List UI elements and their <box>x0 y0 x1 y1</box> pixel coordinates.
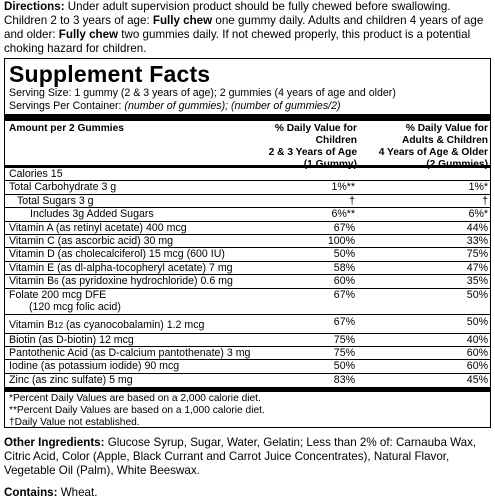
table-row: Vitamin C (as ascorbic acid) 30 mg 100% 33% <box>5 235 490 248</box>
contains-label: Contains: <box>4 486 58 499</box>
table-row: Vitamin B6 (as pyridoxine hydrochloride) 0.6 mg 60% 35% <box>5 275 490 288</box>
table-row: Includes 3g Added Sugars 6%** 6%* <box>5 208 490 221</box>
nutrient-rows <box>5 168 490 427</box>
supplement-facts-panel <box>4 58 491 428</box>
adults-dv-header: % Daily Value for Adults & Children 4 Years of Age & Older <box>378 123 488 158</box>
other-ingredients: Other Ingredients: Glucose Syrup, Sugar, Water, Gelatin; Less than 2% of: Carnauba Wax, Citric Acid, Color (Apple, Black Currant and Carrot Juice Concentrates), Natural Flavor, Vegetable Oil (Palm), White Beeswax. <box>4 436 477 477</box>
table-row: Vitamin D (as cholecalciferol) 15 mcg (600 IU) 50% 75% <box>5 248 490 261</box>
amount-header: Amount per 2 Gummies <box>9 123 124 134</box>
table-row: Vitamin B12 (as cyanocobalamin) 1.2 mcg 67% 50% <box>5 315 490 334</box>
serving-size: Serving Size: 1 gummy (2 & 3 years of age); 2 gummies (4 years of age and older) <box>9 87 396 99</box>
column-header <box>5 121 490 165</box>
other-ingredients-label: Other Ingredients: <box>4 436 105 449</box>
table-row: Total Sugars 3 g † † <box>5 195 490 208</box>
directions-text: Directions: Under adult supervision product should be fully chewed before swallowing. Children 2 to 3 years of age: Fully chew one gummy daily. Adults and children 4 years of age and older: Fully chew two gummies daily. If not chewed properly, this product is a potential choking hazard for children. <box>4 0 484 55</box>
servings-per-container: Servings Per Container: (number of gummies); (number of gummies/2) <box>9 99 341 112</box>
table-row: Pantothenic Acid (as D-calcium pantothenate) 3 mg 75% 60% <box>5 347 490 360</box>
table-row: Vitamin E (as dl-alpha-tocopheryl acetate) 7 mg 58% 47% <box>5 262 490 275</box>
table-row: Total Carbohydrate 3 g 1%** 1%* <box>5 181 490 194</box>
divider-thick <box>5 114 490 121</box>
serving-info <box>9 87 487 112</box>
children-dv-header: % Daily Value for Children 2 & 3 Years of Age <box>268 123 357 158</box>
table-row: Iodine (as potassium iodide) 90 mcg 50% 60% <box>5 360 490 373</box>
table-row: Vitamin A (as retinyl acetate) 400 mcg 67% 44% <box>5 222 490 235</box>
table-row: Calories 15 <box>5 168 490 181</box>
table-row: Folate 200 mcg DFE (120 mcg folic acid) 67% 50% <box>5 289 490 315</box>
table-row: Biotin (as D-biotin) 12 mcg 75% 40% <box>5 334 490 347</box>
footnotes: *Percent Daily Values are based on a 2,000 calorie diet. **Percent Daily Values are based on a 1,000 calorie diet. †Daily Value not established. <box>9 393 265 428</box>
allergen-statement: Contains: Wheat. <box>4 486 98 499</box>
directions-label: Directions: <box>4 0 65 13</box>
divider-thick <box>5 387 490 392</box>
table-row: Zinc (as zinc sulfate) 5 mg 83% 45% <box>9 373 488 386</box>
panel-title: Supplement Facts <box>9 61 211 87</box>
